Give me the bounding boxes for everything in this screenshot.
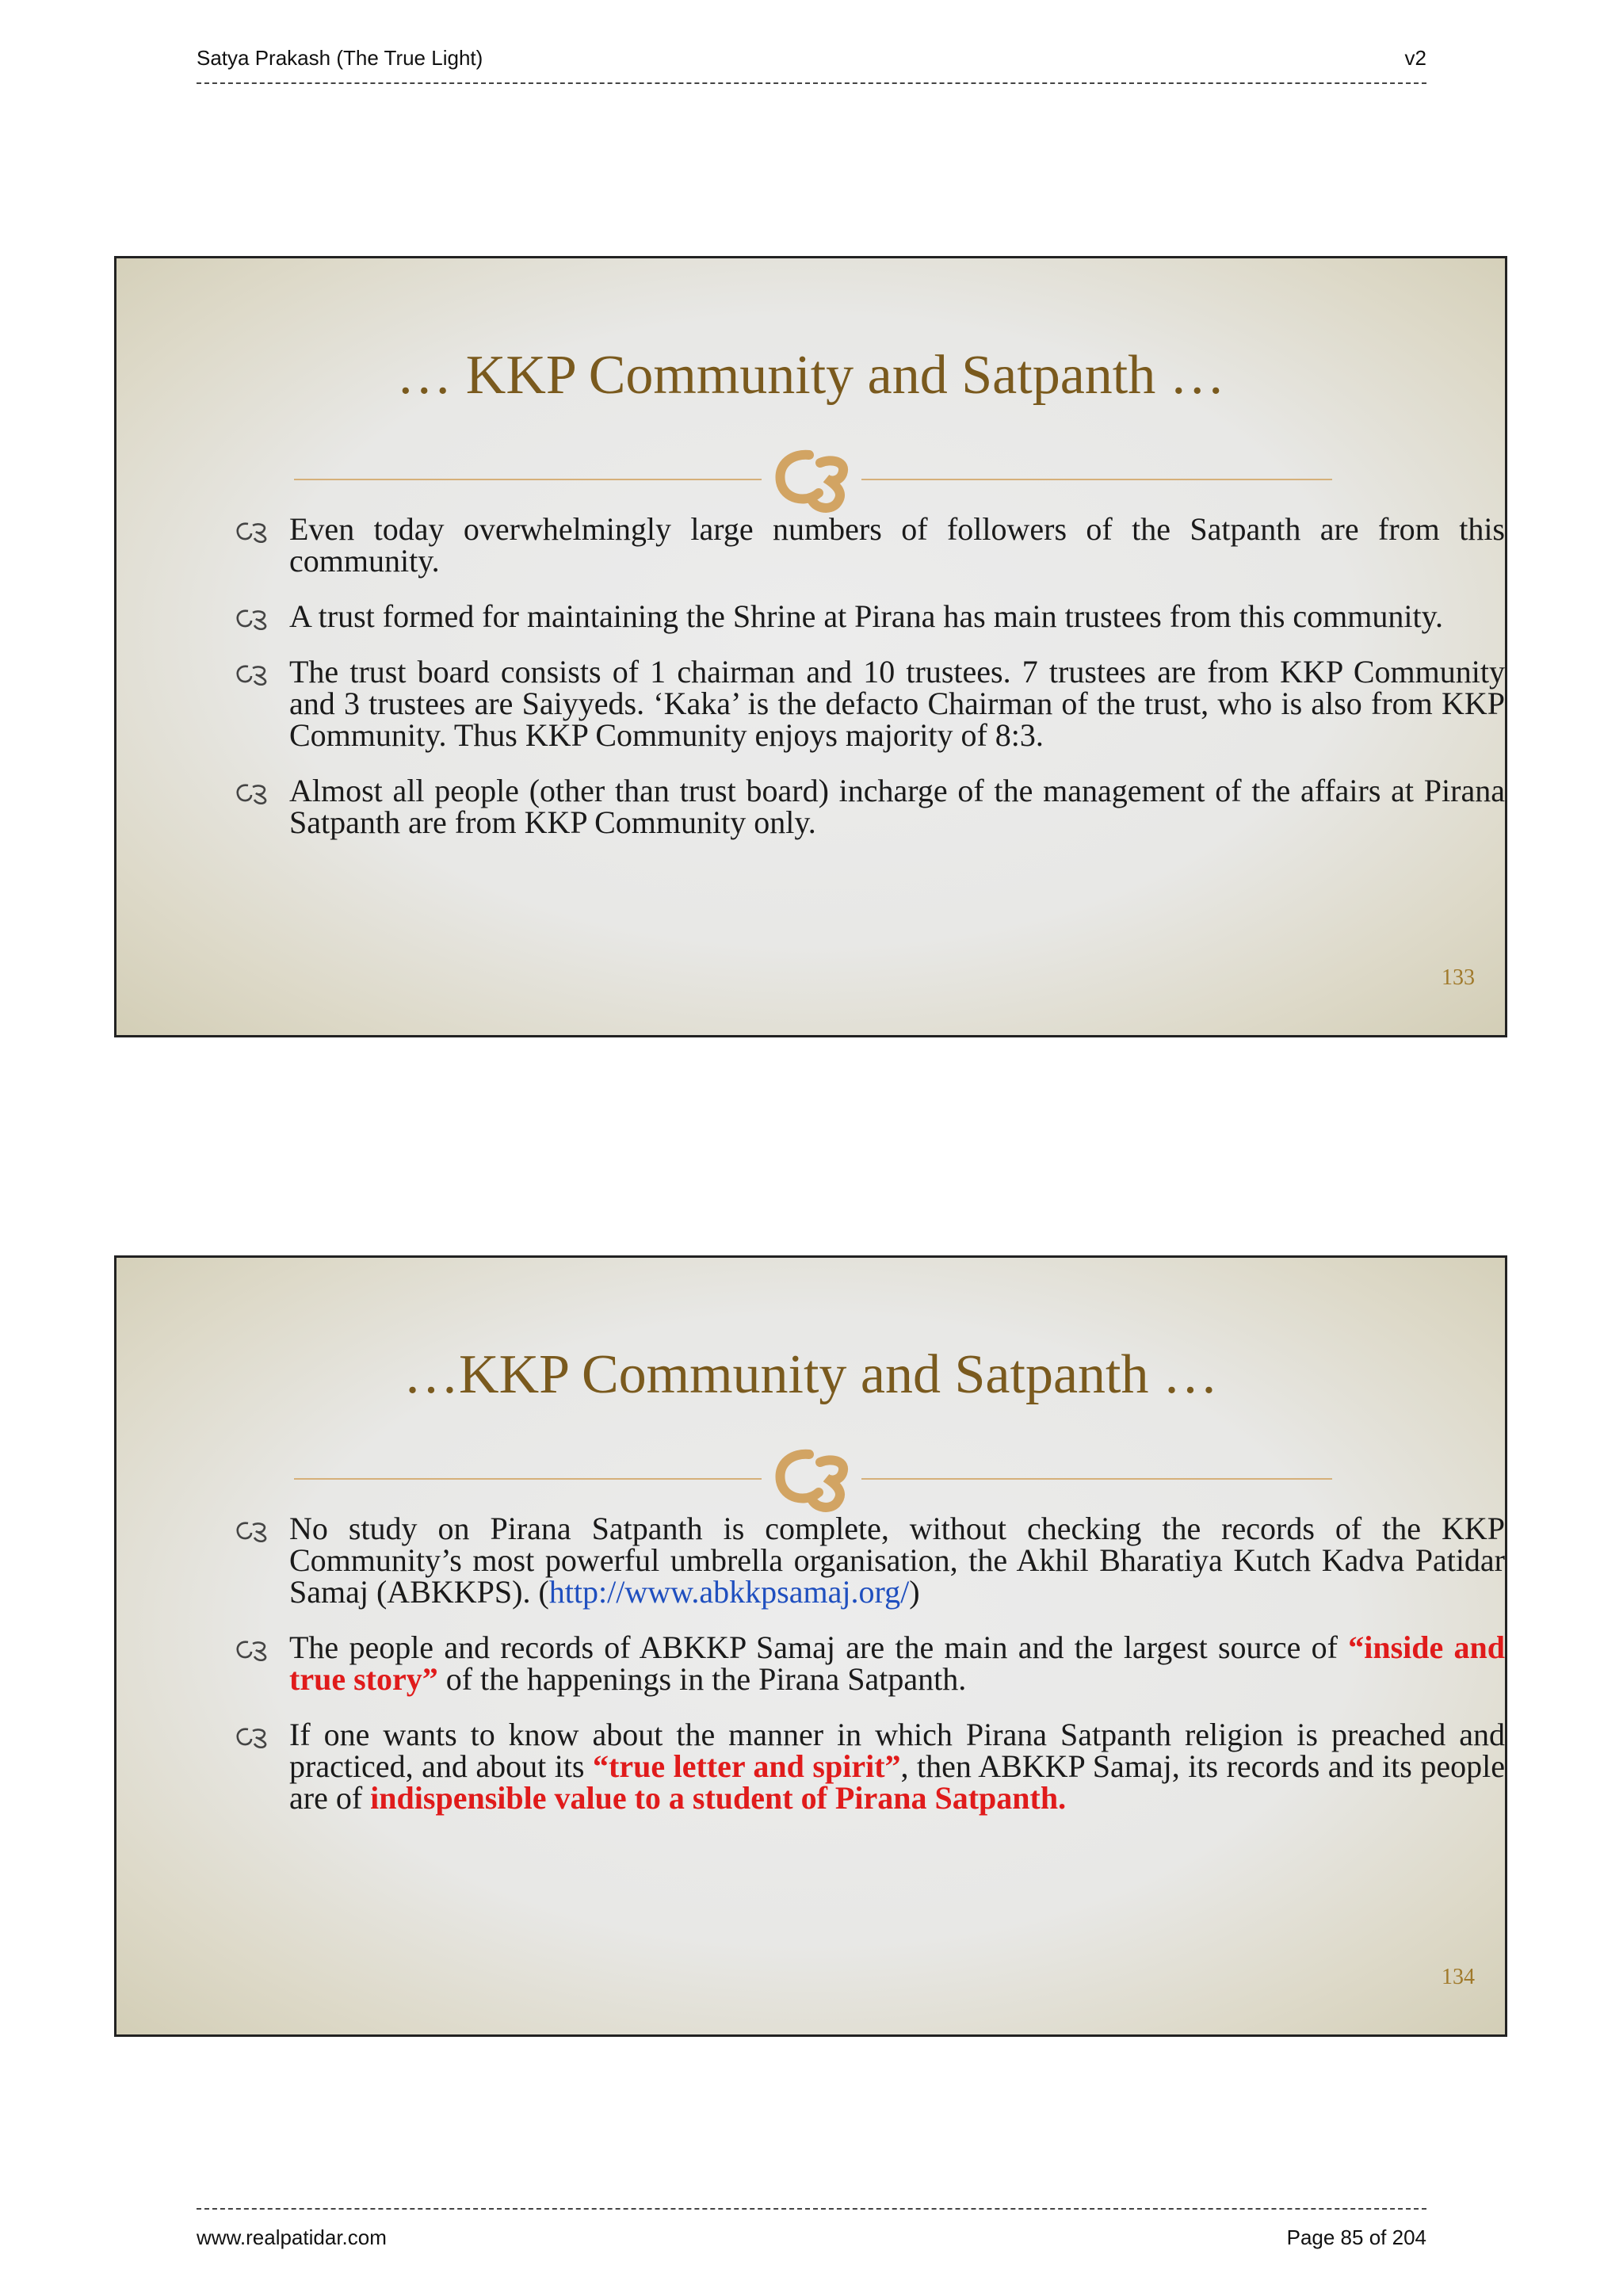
scroll-bullet-icon	[232, 604, 272, 628]
list-item	[232, 598, 1505, 634]
bullet-text: If one wants to know about the manner in which Pirana Satpanth religion is preached and practiced, and about its	[289, 1717, 1505, 1784]
slide-title: …KKP Community and Satpanth …	[403, 1344, 1218, 1405]
bullet-text: A trust formed for maintaining the Shrine at Pirana has main trustees from this community.	[289, 598, 1444, 634]
abkkps-website-link[interactable]: http://www.abkkpsamaj.org/	[548, 1574, 910, 1610]
emphasis-text: “inside and true story”	[289, 1629, 1506, 1697]
bullet-list	[232, 511, 1505, 862]
slide-134	[114, 1255, 1507, 2037]
list-item	[232, 1629, 1506, 1697]
header-divider	[197, 82, 1426, 84]
emphasis-text: indispensible value to a student of Pirana Satpanth.	[370, 1780, 1067, 1816]
emphasis-text: “true letter and spirit”	[593, 1748, 901, 1784]
list-item	[232, 511, 1505, 579]
bullet-text: of the happenings in the Pirana Satpanth.	[437, 1661, 967, 1697]
bullet-list	[232, 1513, 1505, 1838]
scroll-bullet-icon	[232, 778, 272, 802]
slide-number: 133	[1442, 965, 1475, 990]
title-rule-right	[861, 1478, 1332, 1480]
bullet-text: , then ABKKP Samaj, its records and its people are of	[289, 1748, 1505, 1816]
bullet-text: Almost all people (other than trust board) incharge of the management of the affairs at Pirana Satpanth are from KKP Community only.	[289, 773, 1505, 840]
slide-number: 134	[1442, 1965, 1475, 1989]
page-number: Page 85 of 204	[1286, 2225, 1426, 2249]
scroll-bullet-icon	[232, 1722, 272, 1746]
scroll-bullet-icon	[232, 517, 272, 541]
scroll-bullet-icon	[232, 1635, 272, 1659]
bullet-text: Even today overwhelmingly large numbers of followers of the Satpanth are from this community.	[289, 511, 1505, 579]
title-rule-left	[294, 1478, 762, 1480]
list-item	[232, 1719, 1505, 1814]
paren-open: (	[530, 1574, 549, 1610]
slide-133	[114, 256, 1507, 1037]
document-version: v2	[1404, 46, 1426, 70]
document-title: Satya Prakash (The True Light)	[197, 46, 483, 70]
footer-divider	[197, 2208, 1426, 2210]
bullet-text: The trust board consists of 1 chairman and 10 trustees. 7 trustees are from KKP Community and 3 trustees are Saiyyeds. ‘Kaka’ is the defacto Chairman of the trust, who is also from KKP Community. Thus KKP Community enjoys majority of 8:3.	[289, 654, 1505, 753]
scroll-bullet-icon	[232, 1516, 272, 1540]
scroll-bullet-icon	[232, 659, 272, 683]
site-url[interactable]: www.realpatidar.com	[197, 2225, 387, 2249]
list-item	[232, 656, 1505, 751]
list-item	[232, 1513, 1505, 1608]
title-rule-right	[861, 479, 1332, 480]
title-rule-left	[294, 479, 762, 480]
paren-close: )	[909, 1574, 920, 1610]
bullet-text: The people and records of ABKKP Samaj are the main and the largest source of	[289, 1629, 1349, 1665]
flourish-ornament-icon	[754, 1446, 865, 1515]
bullet-text: No study on Pirana Satpanth is complete, without checking the records of the KKP Community’s most powerful umbrella organisation, the Akhil Bharatiya Kutch Kadva Patidar Samaj (ABKKPS).	[289, 1511, 1505, 1610]
list-item	[232, 775, 1505, 839]
flourish-ornament-icon	[754, 447, 865, 515]
slide-title: … KKP Community and Satpanth …	[396, 345, 1225, 406]
